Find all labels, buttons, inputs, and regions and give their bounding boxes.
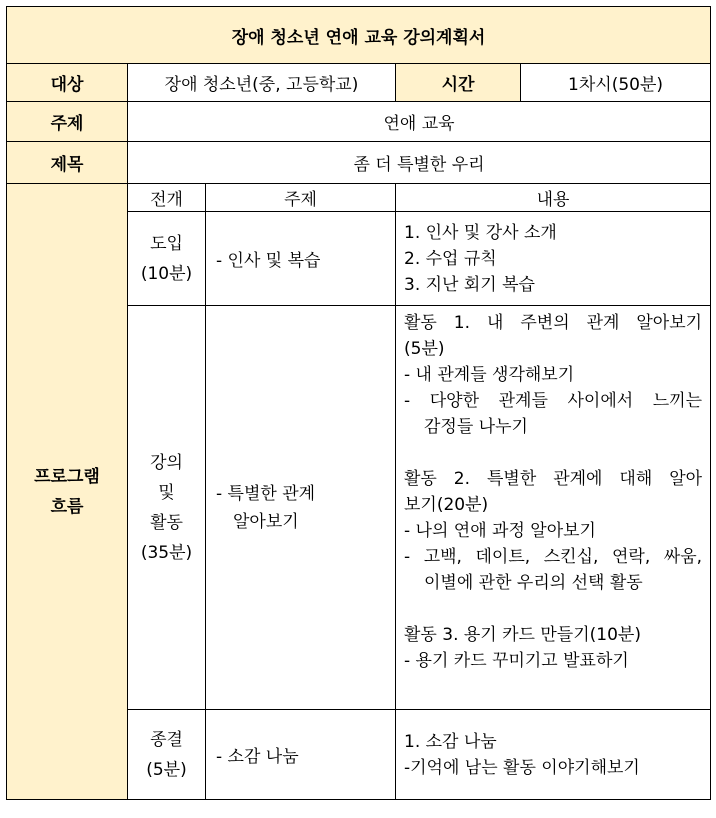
stage-line: 종결	[150, 729, 183, 750]
subject-label: 주제	[7, 102, 128, 142]
stage-cell	[128, 306, 206, 710]
blank-line	[404, 440, 702, 466]
lesson-plan-table	[6, 6, 711, 800]
document-title: 장애 청소년 연애 교육 강의계획서	[7, 7, 711, 64]
stage-line: 도입	[150, 233, 183, 254]
topic-cell	[206, 306, 396, 710]
content-line: - 용기 카드 꾸미기고 발표하기	[404, 651, 629, 671]
content-line: 활동 1. 내 주변의 관계 알아보기	[404, 313, 703, 333]
program-flow-label	[7, 184, 128, 800]
content-line: 활동 3. 용기 카드 만들기(10분)	[404, 625, 641, 645]
target-label: 대상	[7, 64, 128, 102]
content-cell	[396, 212, 711, 306]
content-line: - 나의 연애 과정 알아보기	[404, 521, 596, 541]
blank-line	[404, 596, 702, 622]
program-flow-label-line: 프로그램	[34, 466, 100, 487]
topic-cell	[206, 710, 396, 800]
content-line: - 다양한 관계들 사이에서 느끼는	[404, 391, 703, 411]
topic-line: - 인사 및 복습	[216, 251, 321, 271]
program-flow-label-line: 흐름	[50, 496, 84, 517]
content-line: 2. 수업 규칙	[404, 248, 497, 269]
column-header-topic: 주제	[206, 184, 396, 212]
topic-line: - 특별한 관계	[216, 483, 316, 504]
stage-line: (5분)	[146, 759, 187, 780]
content-line: 감정들 나누기	[424, 417, 528, 437]
title-label: 제목	[7, 142, 128, 184]
stage-line: (35분)	[140, 542, 193, 563]
topic-line: 알아보기	[233, 511, 299, 532]
content-line: 활동 2. 특별한 관계에 대해 알아	[404, 469, 703, 489]
time-value: 1차시(50분)	[521, 64, 711, 102]
content-line: 3. 지난 회기 복습	[404, 274, 535, 295]
content-line: 이별에 관한 우리의 선택 활동	[424, 573, 643, 593]
content-cell	[396, 306, 711, 710]
content-cell	[396, 710, 711, 800]
column-header-content: 내용	[396, 184, 711, 212]
stage-line: 활동	[150, 512, 183, 533]
content-line: - 고백, 데이트, 스킨십, 연락, 싸움,	[404, 547, 703, 567]
content-line: -기억에 남는 활동 이야기해보기	[404, 757, 640, 778]
stage-line: (10분)	[140, 263, 193, 284]
topic-cell	[206, 212, 396, 306]
stage-line: 강의	[150, 452, 183, 473]
stage-cell	[128, 710, 206, 800]
subject-value: 연애 교육	[128, 102, 711, 142]
stage-line: 및	[158, 482, 175, 503]
content-line: 1. 인사 및 강사 소개	[404, 222, 557, 243]
target-value: 장애 청소년(중, 고등학교)	[128, 64, 396, 102]
content-line: 보기(20분)	[404, 495, 489, 515]
content-line: (5분)	[404, 339, 445, 359]
time-label: 시간	[396, 64, 521, 102]
title-value: 좀 더 특별한 우리	[128, 142, 711, 184]
content-line: 1. 소감 나눔	[404, 731, 497, 752]
content-line: - 내 관계들 생각해보기	[404, 365, 575, 385]
topic-line: - 소감 나눔	[216, 747, 299, 767]
column-header-stage: 전개	[128, 184, 206, 212]
stage-cell	[128, 212, 206, 306]
